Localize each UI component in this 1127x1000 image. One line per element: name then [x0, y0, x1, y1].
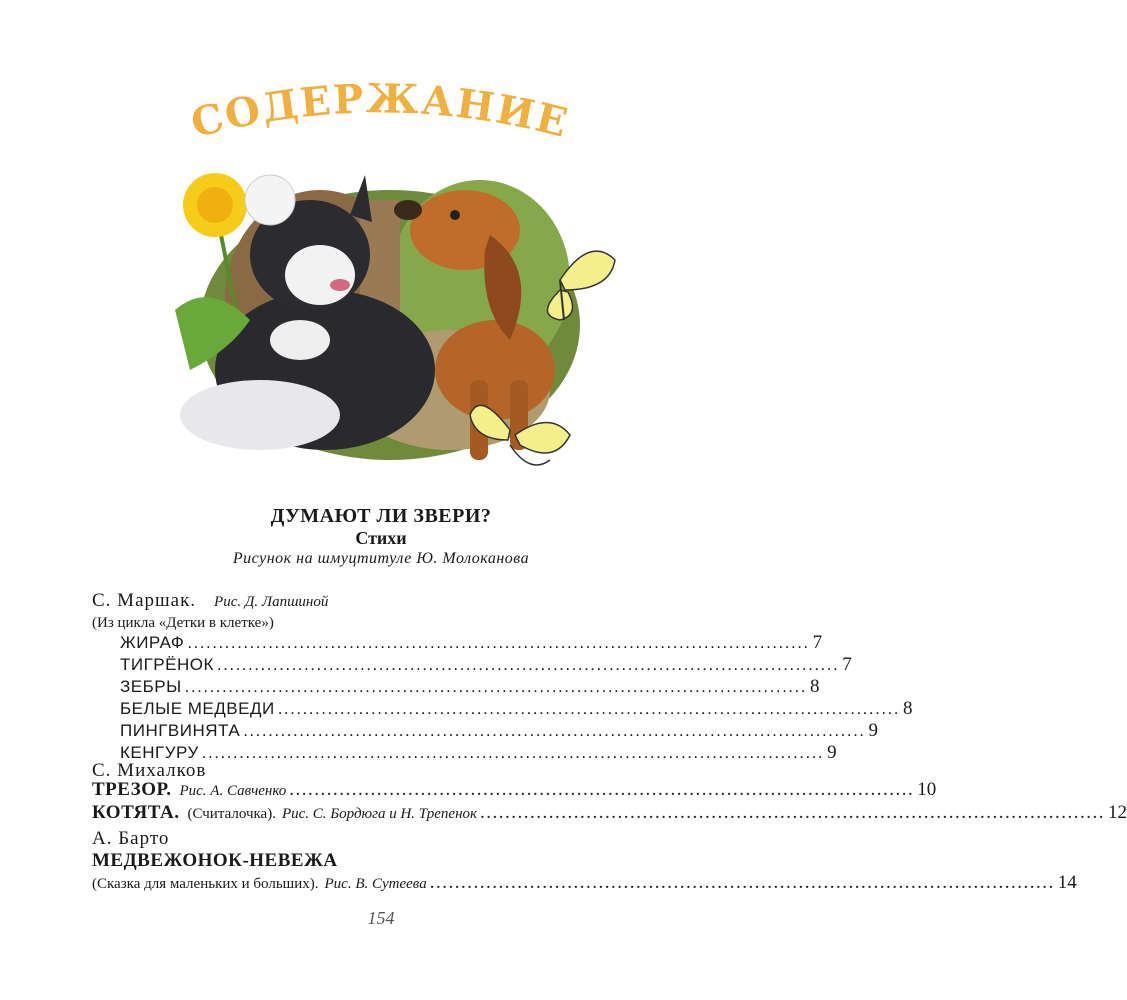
illustrator-credit: Рис. В. Сутеева	[324, 876, 427, 892]
dot-leader: ....................................................................................................	[216, 655, 840, 674]
section-illustration-credit: Рисунок на шмуцтитуле Ю. Молоканова	[232, 550, 530, 567]
author-name: А. Барто	[92, 828, 170, 849]
poem-title: ЖИРАФ	[120, 633, 185, 652]
poem-title[interactable]: МЕДВЕЖОНОК-НЕВЕЖА	[92, 850, 338, 871]
poem-title: КОТЯТА.	[92, 802, 180, 823]
page-ref: 8	[809, 676, 820, 697]
toc-entry[interactable]	[92, 802, 1127, 826]
toc-entry[interactable]	[120, 720, 879, 742]
page-ref: 7	[842, 654, 852, 675]
page-ref: 9	[827, 742, 837, 763]
poem-title: КЕНГУРУ	[120, 743, 199, 762]
illustrator-credit: Рис. А. Савченко	[179, 783, 287, 799]
poem-title: БЕЛЫЕ МЕДВЕДИ	[120, 699, 275, 718]
section-title: ДУМАЮТ ЛИ ЗВЕРИ?	[270, 505, 492, 527]
poem-title: ПИНГВИНЯТА	[120, 721, 241, 740]
toc-entry[interactable]	[120, 698, 913, 720]
dot-leader: ....................................................................................................	[480, 802, 1106, 823]
cat-and-dog-illustration	[150, 140, 630, 490]
poem-title: ТРЕЗОР.	[92, 779, 172, 800]
dot-leader: ....................................................................................................	[429, 872, 1055, 893]
page-ref: 9	[868, 720, 879, 741]
illustrator-credit: Рис. С. Бордюга и Н. Трепенок	[281, 806, 478, 822]
dot-leader: ....................................................................................................	[201, 743, 825, 762]
author-name: С. Маршак.	[92, 590, 197, 611]
toc-entry[interactable]	[92, 779, 937, 803]
page-ref: 10	[917, 779, 937, 800]
poem-title: ЗЕБРЫ	[120, 677, 182, 696]
svg-text:СОДЕРЖАНИЕ	[186, 75, 573, 147]
dot-leader: ....................................................................................................	[277, 699, 901, 718]
cycle-note: (Из цикла «Детки в клетке»)	[92, 615, 274, 631]
dot-leader: ....................................................................................................	[243, 721, 866, 740]
page-ref: 7	[812, 632, 823, 653]
poem-note: (Сказка для маленьких и больших).	[92, 876, 319, 892]
page-number: 154	[367, 908, 395, 928]
page-ref: 14	[1057, 872, 1077, 893]
page-ref: 8	[903, 698, 913, 719]
dot-leader: ....................................................................................................	[289, 779, 915, 800]
poem-title: ТИГРЁНОК	[120, 655, 214, 674]
illustrator-credit: Рис. Д. Лапшиной	[214, 594, 329, 610]
section-subtitle: Стихи	[355, 528, 407, 548]
dot-leader: ....................................................................................................	[187, 633, 810, 652]
toc-entry[interactable]	[120, 632, 823, 654]
page-ref: 12	[1108, 802, 1127, 823]
poem-note: (Считалочка).	[187, 806, 276, 822]
toc-entry[interactable]	[120, 676, 820, 698]
toc-entry[interactable]	[92, 872, 1077, 896]
dot-leader: ....................................................................................................	[184, 677, 807, 696]
author-name: С. Михалков	[92, 760, 207, 781]
contents-heading-text: СОДЕРЖАНИЕ	[186, 75, 574, 148]
toc-entry[interactable]	[120, 654, 852, 676]
marshak-header	[92, 590, 328, 612]
